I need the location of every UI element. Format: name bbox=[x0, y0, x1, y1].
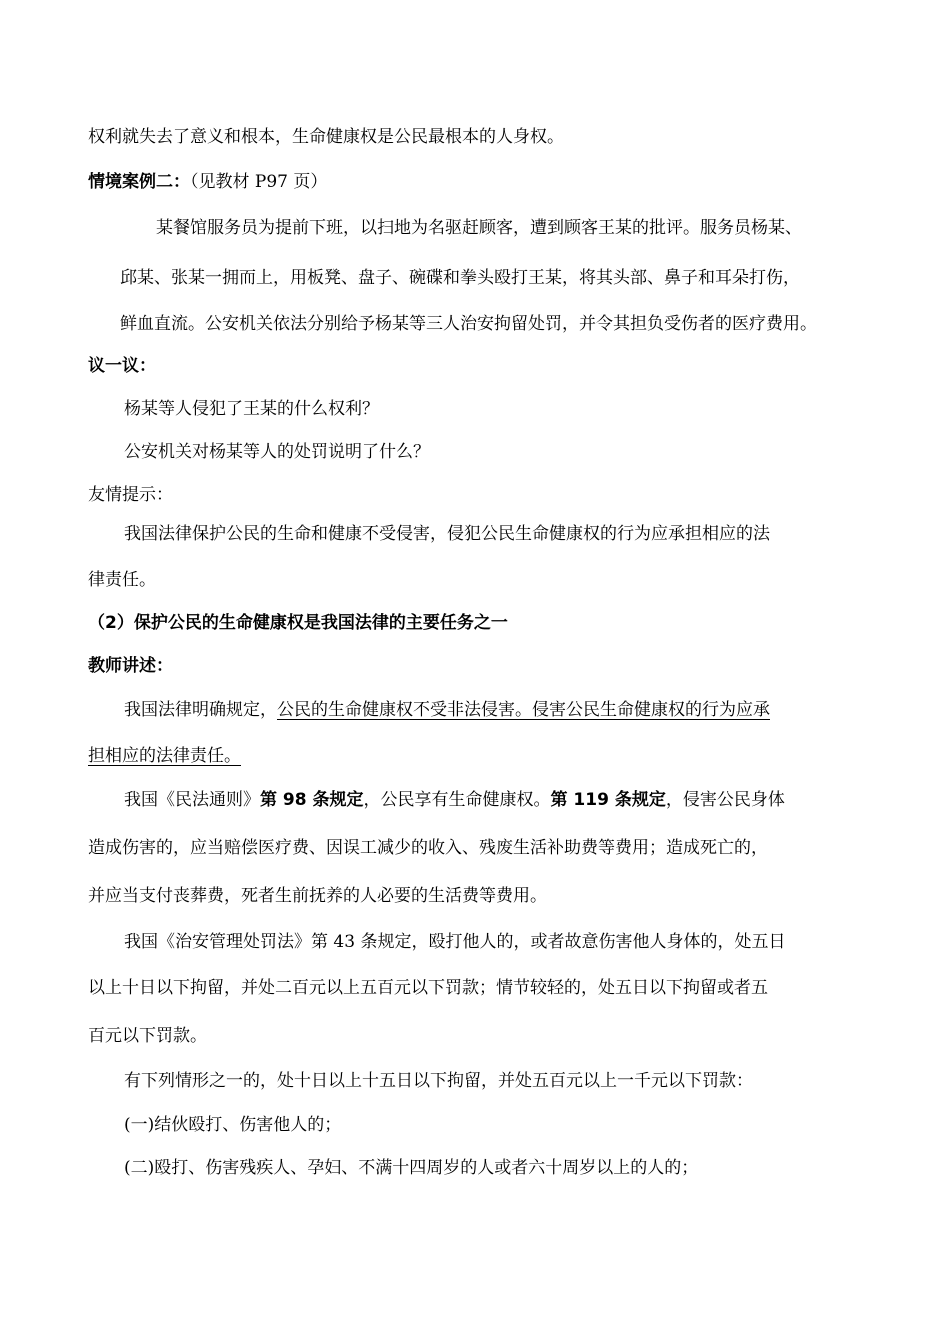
case-reference: （见教材 P97 页） bbox=[190, 172, 328, 192]
teacher-text: 我国《民法通则》 bbox=[124, 790, 260, 810]
teacher-text-line: 有下列情形之一的，处十日以上十五日以下拘留，并处五百元以上一千元以下罚款： bbox=[124, 1071, 753, 1091]
case-text-line: 某餐馆服务员为提前下班，以扫地为名驱赶顾客，遭到顾客王某的批评。服务员杨某、 bbox=[156, 218, 802, 238]
bold-article: 第 119 条规定 bbox=[550, 790, 666, 810]
teacher-text-line: 造成伤害的，应当赔偿医疗费、因误工减少的收入、残废生活补助费等费用；造成死亡的， bbox=[88, 838, 768, 858]
list-item: (二)殴打、伤害残疾人、孕妇、不满十四周岁的人或者六十周岁以上的人的； bbox=[124, 1158, 699, 1178]
tip-text-line: 律责任。 bbox=[88, 570, 156, 590]
teacher-text: ，侵害公民身体 bbox=[665, 790, 785, 810]
paragraph-text: 权利就失去了意义和根本，生命健康权是公民最根本的人身权。 bbox=[88, 127, 564, 147]
tip-text-line: 我国法律保护公民的生命和健康不受侵害，侵犯公民生命健康权的行为应承担相应的法 bbox=[124, 524, 770, 544]
discuss-heading: 议一议： bbox=[88, 356, 156, 376]
list-item: (一)结伙殴打、伤害他人的； bbox=[124, 1115, 342, 1135]
teacher-text: ，公民享有生命健康权。 bbox=[363, 790, 551, 810]
teacher-text-line bbox=[88, 744, 868, 768]
case-text-line: 鲜血直流。公安机关依法分别给予杨某等三人治安拘留处罚，并令其担负受伤者的医疗费用。 bbox=[120, 314, 817, 334]
teacher-text-line: 并应当支付丧葬费，死者生前抚养的人必要的生活费等费用。 bbox=[88, 886, 547, 906]
teacher-text-line: 以上十日以下拘留，并处二百元以上五百元以下罚款；情节较轻的，处五日以下拘留或者五 bbox=[88, 978, 768, 998]
case-heading-line bbox=[88, 170, 868, 194]
underlined-text: 担相应的法律责任。 bbox=[88, 746, 241, 766]
discuss-question: 公安机关对杨某等人的处罚说明了什么？ bbox=[124, 442, 430, 462]
case-heading: 情境案例二： bbox=[88, 172, 190, 192]
teacher-heading: 教师讲述： bbox=[88, 656, 173, 676]
teacher-text: 我国法律明确规定， bbox=[124, 700, 277, 720]
underlined-text: 公民的生命健康权不受非法侵害。侵害公民生命健康权的行为应承 bbox=[277, 700, 770, 720]
teacher-text-line: 百元以下罚款。 bbox=[88, 1026, 207, 1046]
bold-article: 第 98 条规定 bbox=[260, 790, 364, 810]
tip-heading: 友情提示： bbox=[88, 485, 173, 505]
section-heading: （2）保护公民的生命健康权是我国法律的主要任务之一 bbox=[88, 613, 508, 633]
teacher-text-line bbox=[124, 788, 904, 812]
teacher-text-line: 我国《治安管理处罚法》第 43 条规定，殴打他人的，或者故意伤害他人身体的，处五日 bbox=[124, 932, 786, 952]
discuss-question: 杨某等人侵犯了王某的什么权利？ bbox=[124, 399, 379, 419]
teacher-text-line bbox=[124, 698, 904, 722]
case-text-line: 邱某、张某一拥而上，用板凳、盘子、碗碟和拳头殴打王某，将其头部、鼻子和耳朵打伤， bbox=[120, 268, 800, 288]
